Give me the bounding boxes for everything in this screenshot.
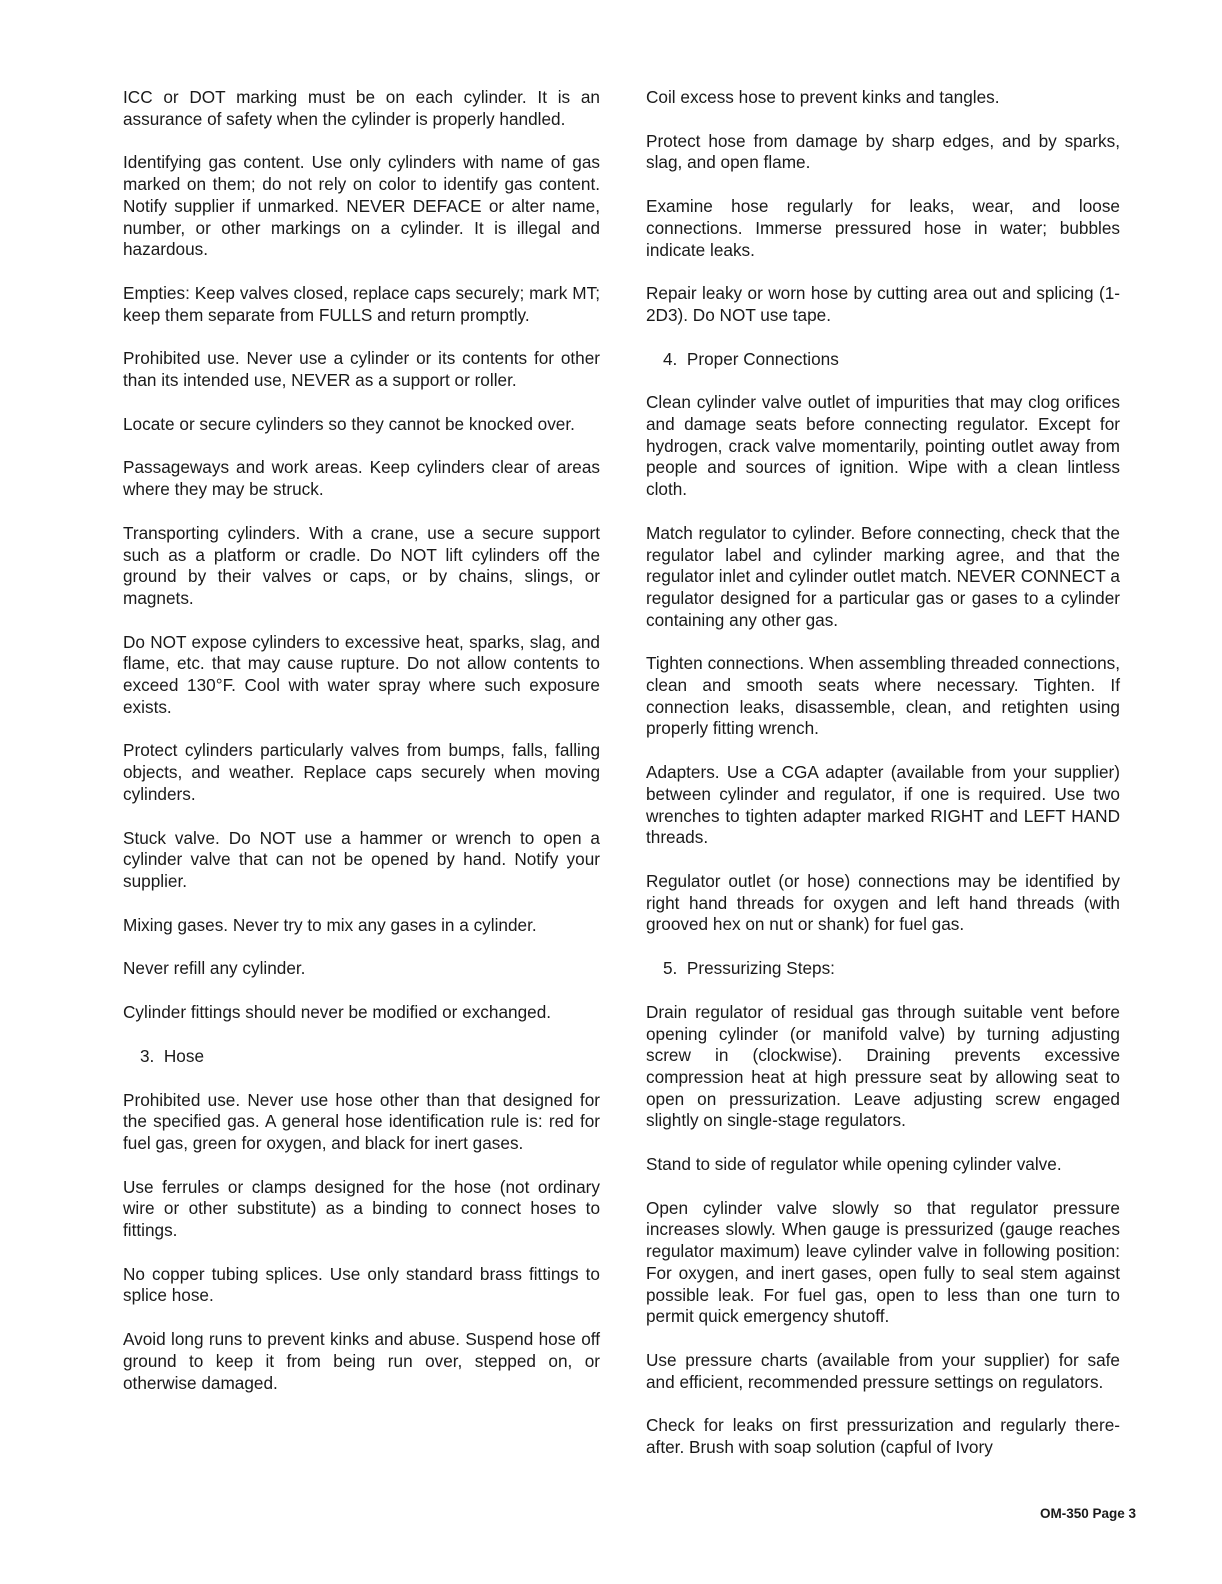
paragraph-check-for-leaks: Check for leaks on first pressurization and regularly there-after. Brush with soap solution (capful of Ivory: [646, 1415, 1120, 1458]
paragraph-open-cylinder-valve: Open cylinder valve slowly so that regulator pressure increases slowly. When gauge is pressurized (gauge reaches regulator maximum) leave cylinder valve in following position: For oxygen, and inert gases, open fully to seal stem against possible leak. For fuel gas, open to less than one turn to permit quick emergency shutoff.: [646, 1197, 1120, 1327]
paragraph-empties: Empties: Keep valves closed, replace caps securely; mark MT; keep them separate from FULLS and return promptly.: [123, 282, 600, 325]
paragraph-avoid-long-runs: Avoid long runs to prevent kinks and abuse. Suspend hose off ground to keep it from being run over, stepped on, or otherwise damaged.: [123, 1329, 600, 1393]
paragraph-hose-prohibited-use: Prohibited use. Never use hose other than that designed for the specified gas. A general hose identification rule is: red for fuel gas, green for oxygen, and black for inert gases.: [123, 1089, 600, 1153]
paragraph-adapters: Adapters. Use a CGA adapter (available from your supplier) between cylinder and regulator, if one is required. Use two wrenches to tighten adapter marked RIGHT and LEFT HAND threads.: [646, 762, 1120, 848]
paragraph-mixing-gases: Mixing gases. Never try to mix any gases in a cylinder.: [123, 914, 537, 935]
paragraph-icc-dot-marking: ICC or DOT marking must be on each cylinder. It is an assurance of safety when the cylinder is properly handled.: [123, 87, 600, 129]
paragraph-drain-regulator: Drain regulator of residual gas through suitable vent before opening cylinder (or manifold valve) by turning adjusting screw in (clockwise). Draining prevents excessive compression heat at high pressure seat by allowing seat to open on pressurization. Leave adjusting screw engaged slightly on single-stage regulators.: [646, 1001, 1120, 1131]
section-heading-pressurizing-steps: 5. Pressurizing Steps:: [663, 958, 835, 979]
paragraph-transporting: Transporting cylinders. With a crane, use a secure support such as a platform or cradle. Do NOT lift cylinders off the ground by their valves or caps, or by chains, slings, or magnets.: [123, 522, 600, 608]
paragraph-stand-to-side: Stand to side of regulator while opening cylinder valve.: [646, 1154, 1062, 1175]
paragraph-cylinder-fittings: Cylinder fittings should never be modified or exchanged.: [123, 1002, 552, 1023]
paragraph-examine-hose: Examine hose regularly for leaks, wear, and loose connections. Immerse pressured hose in water; bubbles indicate leaks.: [646, 196, 1120, 260]
paragraph-match-regulator: Match regulator to cylinder. Before connecting, check that the regulator label and cylinder marking agree, and that the regulator inlet and cylinder outlet match. NEVER CONNECT a regulator designed for a particular gas or gases to a cylinder containing any other gas.: [646, 522, 1120, 630]
paragraph-regulator-outlet: Regulator outlet (or hose) connections may be identified by right hand threads for oxygen and left hand threads (with grooved hex on nut or shank) for fuel gas.: [646, 870, 1120, 935]
paragraph-locate-secure: Locate or secure cylinders so they cannot be knocked over.: [123, 413, 575, 434]
paragraph-stuck-valve: Stuck valve. Do NOT use a hammer or wrench to open a cylinder valve that can not be opened by hand. Notify your supplier.: [123, 827, 600, 891]
paragraph-prohibited-use-cylinder: Prohibited use. Never use a cylinder or its contents for other than its intended use, NEVER as a support or roller.: [123, 348, 600, 391]
left-column: [123, 87, 600, 1416]
page-footer: OM-350 Page 3: [1040, 1506, 1137, 1521]
section-heading-proper-connections: 4. Proper Connections: [663, 348, 839, 369]
right-column: [646, 87, 1120, 1481]
paragraph-passageways: Passageways and work areas. Keep cylinders clear of areas where they may be struck.: [123, 457, 600, 500]
paragraph-repair-hose: Repair leaky or worn hose by cutting area out and splicing (1-2D3). Do NOT use tape.: [646, 283, 1120, 325]
paragraph-clean-valve-outlet: Clean cylinder valve outlet of impurities that may clog orifices and damage seats before connecting regulator. Except for hydrogen, crack valve momentarily, pointing outlet away from people and sources of ignition. Wipe with a clean lintless cloth.: [646, 392, 1120, 500]
paragraph-pressure-charts: Use pressure charts (available from your supplier) for safe and efficient, recommended pressure settings on regulators.: [646, 1349, 1120, 1392]
paragraph-coil-hose: Coil excess hose to prevent kinks and tangles.: [646, 87, 1000, 107]
paragraph-copper-tubing: No copper tubing splices. Use only standard brass fittings to splice hose.: [123, 1263, 600, 1306]
paragraph-protect-cylinders: Protect cylinders particularly valves from bumps, falls, falling objects, and weather. Replace caps securely when moving cylinders.: [123, 740, 600, 804]
paragraph-identifying-gas: Identifying gas content. Use only cylinders with name of gas marked on them; do not rely on color to identify gas content. Notify supplier if unmarked. NEVER DEFACE or alter name, number, or other markings on a cylinder. It is illegal and hazardous.: [123, 152, 600, 260]
paragraph-tighten-connections: Tighten connections. When assembling threaded connections, clean and smooth seats where necessary. Tighten. If connection leaks, disassemble, clean, and retighten using properly fitting wrench.: [646, 653, 1120, 739]
paragraph-protect-hose: Protect hose from damage by sharp edges, and by sparks, slag, and open flame.: [646, 130, 1120, 173]
paragraph-never-refill: Never refill any cylinder.: [123, 958, 306, 979]
paragraph-ferrules-clamps: Use ferrules or clamps designed for the hose (not ordinary wire or other substitute) as a binding to connect hoses to fittings.: [123, 1176, 600, 1241]
paragraph-excessive-heat: Do NOT expose cylinders to excessive heat, sparks, slag, and flame, etc. that may cause rupture. Do not allow contents to exceed 130°F. Cool with water spray where such exposure exists.: [123, 631, 600, 717]
section-heading-hose: 3. Hose: [140, 1045, 205, 1066]
